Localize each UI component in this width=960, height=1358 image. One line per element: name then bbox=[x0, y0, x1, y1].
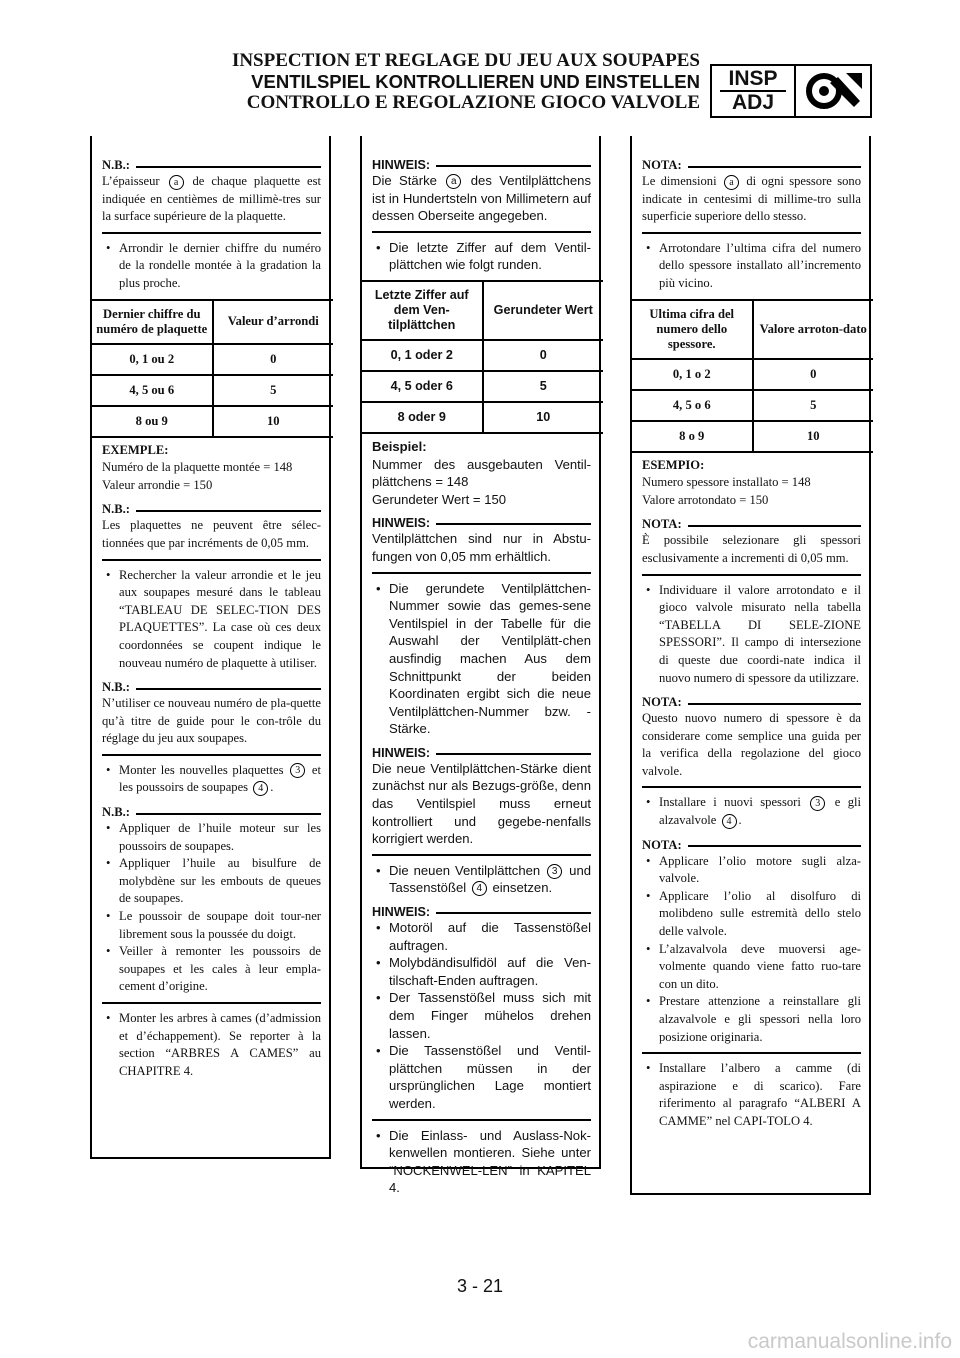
list-item: • L’alzavalvola deve muoversi age-volmente quando viene fatto ruo-tare con un dito. bbox=[642, 941, 861, 994]
callout-3: 3 bbox=[547, 864, 562, 879]
rounding-table bbox=[362, 280, 603, 434]
list-item: • Installare i nuovi spessori 3 e gli alzavalvole 4 . bbox=[642, 794, 861, 829]
example-line: Gerundeter Wert = 150 bbox=[372, 491, 507, 507]
example-line: Numero spessore installato = 148 bbox=[642, 475, 811, 490]
example-heading: ESEMPIO: bbox=[642, 457, 705, 472]
note-heading: N.B.: bbox=[102, 680, 130, 695]
table-cell: 10 bbox=[483, 402, 604, 433]
callout-a: a bbox=[724, 175, 739, 190]
example-heading: Beispiel: bbox=[372, 438, 427, 454]
list-item: • Arrotondare l’ultima cifra del numero dello spessore installato all’incremento più vicino. bbox=[642, 240, 861, 293]
table-cell: 4, 5 ou 6 bbox=[92, 375, 213, 406]
list-item: • Der Tassenstößel muss sich mit dem Finger mühelos drehen lassen. bbox=[372, 989, 591, 1042]
table-cell: 5 bbox=[483, 371, 604, 402]
table-header: Ultima cifra del numero dello spessore. bbox=[632, 300, 753, 359]
table-cell: 8 oder 9 bbox=[362, 402, 483, 433]
note-text: des Ventilplättchens ist in Hundertsteln von Millimetern auf dessen Oberseite angegeben. bbox=[372, 173, 591, 224]
list-item: • Installare l’albero a camme (di aspirazione e di scarico). Fare riferimento al paragrafo “ALBERI A CAMME” nel CAPI-TOLO 4. bbox=[642, 1060, 861, 1130]
note-text: Questo nuovo numero di spessore è da considerare come semplice una guida per la verifica della regolazione del gioco valvole. bbox=[642, 711, 861, 778]
callout-3: 3 bbox=[290, 763, 305, 778]
wrench-icon bbox=[802, 69, 864, 113]
title-de: VENTILSPIEL KONTROLLIEREN UND EINSTELLEN bbox=[251, 71, 700, 92]
list-item: • Rechercher la valeur arrondie et le jeu aux soupapes mesuré dans le tableau “TABLEAU DE SELEC-TION DES PLAQUETTES”. La case où ces deux coordonnées se coupent indique le nouveau numéro de plaquette à utiliser. bbox=[102, 567, 321, 673]
example-line: Numéro de la plaquette montée = 148 bbox=[102, 460, 293, 475]
note-text: È possibile selezionare gli spessori esclusivamente a incrementi di 0,05 mm. bbox=[642, 533, 861, 565]
rounding-table bbox=[92, 299, 333, 438]
note-heading: NOTA: bbox=[642, 517, 682, 532]
list-item: • Die letzte Ziffer auf dem Ventil-plättchen wie folgt runden. bbox=[372, 239, 591, 274]
rounding-table bbox=[632, 299, 873, 453]
list-item: • Veiller à remonter les poussoirs de soupapes et les cales à leur empla-cement d’origine. bbox=[102, 943, 321, 996]
tag-bottom: ADJ bbox=[731, 91, 774, 114]
column-italian bbox=[630, 136, 871, 1195]
list-item: • Motoröl auf die Tassenstößel auftragen. bbox=[372, 919, 591, 954]
table-cell: 10 bbox=[753, 421, 874, 452]
note-heading: NOTA: bbox=[642, 695, 682, 710]
table-header: Dernier chiffre du numéro de plaquette bbox=[92, 300, 213, 344]
note-heading: N.B.: bbox=[102, 158, 130, 172]
table-cell: 4, 5 oder 6 bbox=[362, 371, 483, 402]
list-item: • Die Einlass- und Auslass-Nok-kenwellen montieren. Siehe unter “NOCKENWEL-LEN” in KAPITEL 4. bbox=[372, 1127, 591, 1197]
table-cell: 4, 5 o 6 bbox=[632, 390, 753, 421]
watermark[interactable]: carmanualsonline.info bbox=[747, 1330, 952, 1353]
table-header: Valeur d’arrondi bbox=[213, 300, 334, 344]
list-item: • Applicare l’olio motore sugli alza-valvole. bbox=[642, 853, 861, 888]
note-text: Ventilplättchen sind nur in Abstu-fungen von 0,05 mm erhältlich. bbox=[372, 531, 591, 564]
list-item: • Die neuen Ventilplättchen 3 und Tassenstößel 4 einsetzen. bbox=[372, 862, 591, 897]
table-cell: 8 ou 9 bbox=[92, 406, 213, 437]
note-heading: HINWEIS: bbox=[372, 516, 431, 531]
table-header: Valore arroton-dato bbox=[753, 300, 874, 359]
table-cell: 0 bbox=[753, 359, 874, 390]
note-text: Die neue Ventilplättchen-Stärke dient zunächst nur als Bezugs-größe, denn das Ventilspiel muss erneut kontrolliert und gegebe-nenfalls korrigiert werden. bbox=[372, 760, 591, 847]
callout-4: 4 bbox=[722, 814, 737, 829]
callout-a: a bbox=[446, 174, 461, 189]
list-item: • Applicare l’olio al disolfuro di molibdeno sulle estremità dello stelo delle valvole. bbox=[642, 888, 861, 941]
list-item: • Individuare il valore arrotondato e il gioco valvole misurato nella tabella “TABELLA DI SELE-ZIONE SPESSORI”. Il campo di intersezione di queste due coordi-nate indica il nuovo numero di spessore da utilizzare. bbox=[642, 582, 861, 688]
table-cell: 0, 1 o 2 bbox=[632, 359, 753, 390]
table-cell: 5 bbox=[753, 390, 874, 421]
list-item: • Prestare attenzione a reinstallare gli alzavalvole e gli spessori nella loro posizione originaria. bbox=[642, 993, 861, 1046]
note-heading: NOTA: bbox=[642, 837, 682, 852]
note-heading: HINWEIS: bbox=[372, 905, 431, 920]
note-heading: HINWEIS: bbox=[372, 158, 431, 172]
table-header: Gerundeter Wert bbox=[483, 281, 604, 340]
note-text: Die Stärke bbox=[372, 173, 437, 188]
example-line: Valeur arrondie = 150 bbox=[102, 477, 213, 492]
note-text: N’utiliser ce nouveau numéro de pla-quette qu’à titre de guide pour le con-trôle du réglage du jeu aux soupapes. bbox=[102, 696, 321, 746]
table-cell: 0, 1 oder 2 bbox=[362, 340, 483, 371]
note-text: Le dimensioni bbox=[642, 174, 717, 188]
note-text: di ogni spessore sono indicate in centesimi di millime-tro sulla superficie superiore dello stesso. bbox=[642, 174, 862, 224]
list-item: • Appliquer l’huile au bisulfure de molybdène sur les embouts de queues de soupapes. bbox=[102, 855, 321, 908]
column-french bbox=[90, 136, 331, 1159]
list-item: • Die gerundete Ventilplättchen-Nummer sowie das gemes-sene Ventilspiel in der Tabelle für die Auswahl der Ventilplätt-chen ausfindig machen Aus dem Schnittpunkt der beiden Koordinaten ergibt sich die neue Ventilplättchen-Nummer bzw. -Stärke. bbox=[372, 580, 591, 738]
list-item: • Monter les arbres à cames (d’admission et d’échappement). Se reporter à la section “ARBRES A CAMES” au CHAPITRE 4. bbox=[102, 1010, 321, 1080]
table-cell: 0 bbox=[483, 340, 604, 371]
callout-a: a bbox=[169, 175, 184, 190]
note-heading: N.B.: bbox=[102, 502, 130, 517]
list-item: • Arrondir le dernier chiffre du numéro de la rondelle montée à la gradation la plus proche. bbox=[102, 240, 321, 293]
title-it: CONTROLLO E REGOLAZIONE GIOCO VALVOLE bbox=[246, 92, 700, 113]
table-header: Letzte Ziffer auf dem Ven-tilplättchen bbox=[362, 281, 483, 340]
callout-3: 3 bbox=[810, 796, 825, 811]
example-heading: EXEMPLE: bbox=[102, 442, 169, 457]
title-fr: INSPECTION ET REGLAGE DU JEU AUX SOUPAPES bbox=[231, 50, 700, 71]
page-header bbox=[200, 50, 700, 113]
note-heading: HINWEIS: bbox=[372, 745, 431, 760]
callout-4: 4 bbox=[253, 781, 268, 796]
table-cell: 0, 1 ou 2 bbox=[92, 344, 213, 375]
note-text: L’épaisseur bbox=[102, 174, 160, 188]
table-cell: 5 bbox=[213, 375, 334, 406]
note-heading: NOTA: bbox=[642, 158, 682, 172]
list-item: • Appliquer de l’huile moteur sur les poussoirs de soupapes. bbox=[102, 820, 321, 855]
table-cell: 10 bbox=[213, 406, 334, 437]
callout-4: 4 bbox=[472, 881, 487, 896]
list-item: • Monter les nouvelles plaquettes 3 et les poussoirs de soupapes 4 . bbox=[102, 762, 321, 797]
table-cell: 0 bbox=[213, 344, 334, 375]
page-number: 3 - 21 bbox=[456, 1276, 504, 1296]
note-heading: N.B.: bbox=[102, 805, 130, 820]
list-item: • Die Tassenstößel und Ventil-plättchen müssen in der ursprünglichen Lage montiert werden. bbox=[372, 1042, 591, 1112]
example-line: Nummer des ausgebauten Ventil-plättchens = 148 bbox=[372, 456, 591, 490]
table-cell: 8 o 9 bbox=[632, 421, 753, 452]
column-german bbox=[360, 136, 601, 1196]
example-line: Valore arrotondato = 150 bbox=[642, 492, 769, 507]
tag-top: INSP bbox=[728, 67, 778, 90]
note-text: de chaque plaquette est indiquée en centièmes de millimè-tres sur la surface supérieure de la plaquette. bbox=[102, 174, 322, 224]
section-tag bbox=[710, 64, 872, 118]
insp-adj-label bbox=[712, 66, 796, 116]
note-text: Les plaquettes ne peuvent être sélec-tionnées que par incréments de 0,05 mm. bbox=[102, 518, 321, 550]
list-item: • Le poussoir de soupape doit tour-ner librement sous la poussée du doigt. bbox=[102, 908, 321, 943]
list-item: • Molybdändisulfidöl auf die Ven-tilschaft-Enden auftragen. bbox=[372, 954, 591, 989]
